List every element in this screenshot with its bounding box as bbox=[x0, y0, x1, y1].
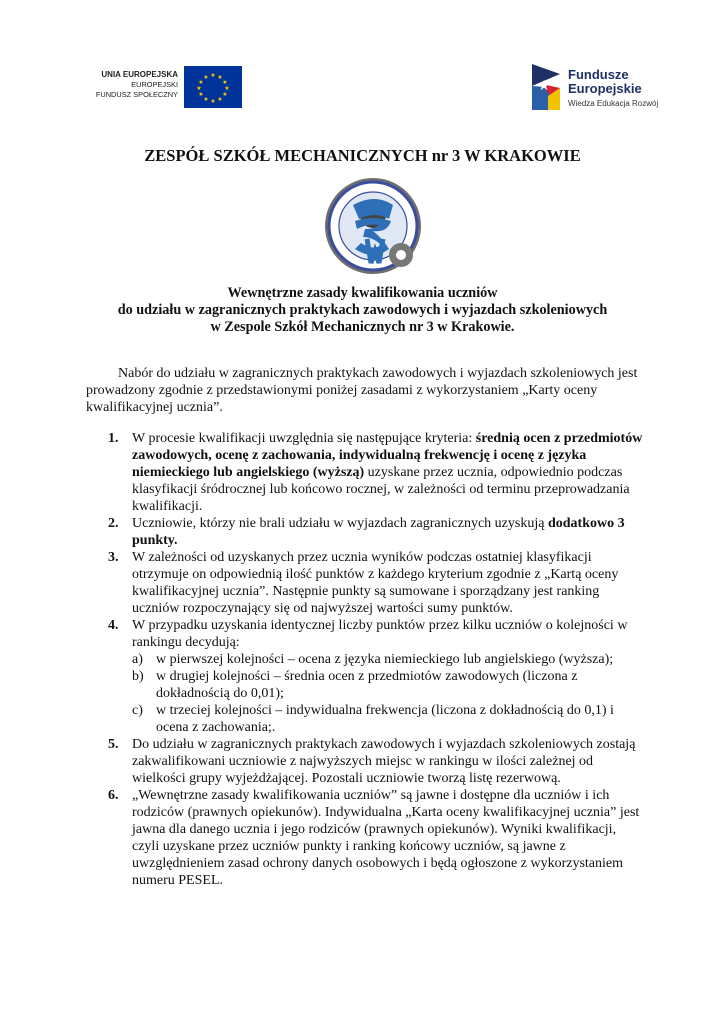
sub-list-item bbox=[132, 668, 646, 702]
svg-text:★: ★ bbox=[203, 74, 209, 81]
rule-text: uzyskane przez ucznia, odpowiednio podczas klasyfikacji śródrocznej lub końcowo rocznej, w zależności od terminu przeprowadzania kwalifikacji. bbox=[132, 465, 630, 514]
list-item bbox=[86, 617, 646, 736]
sub-list-item bbox=[132, 702, 646, 736]
svg-text:★: ★ bbox=[217, 74, 223, 81]
school-emblem-icon bbox=[325, 175, 421, 277]
sub-list-letter: c) bbox=[132, 703, 143, 718]
svg-text:★: ★ bbox=[203, 96, 209, 103]
svg-text:★: ★ bbox=[537, 78, 551, 94]
svg-text:★: ★ bbox=[222, 91, 228, 98]
intro-paragraph: Nabór do udziału w zagranicznych praktykach zawodowych i wyjazdach szkoleniowych jest prowadzony zgodnie z przedstawionymi poniżej zasadami z wykorzystaniem „Karty oceny kwalifikacyjnej ucznia”. bbox=[86, 366, 638, 415]
eu-line3: FUNDUSZ SPOŁECZNY bbox=[95, 90, 178, 99]
eu-logo-text bbox=[92, 70, 178, 100]
list-item bbox=[86, 787, 646, 889]
school-title: ZESPÓŁ SZKÓŁ MECHANICZNYCH nr 3 W KRAKOWIE bbox=[144, 146, 581, 165]
list-number: 3. bbox=[108, 550, 119, 565]
document-title-line2: do udziału w zagranicznych praktykach zawodowych i wyjazdach szkoleniowych bbox=[117, 301, 608, 318]
rules-list bbox=[86, 430, 646, 889]
list-number: 1. bbox=[108, 431, 119, 446]
list-number: 6. bbox=[108, 788, 119, 803]
svg-text:★: ★ bbox=[210, 98, 216, 105]
rule-text: Do udziału w zagranicznych praktykach zawodowych i wyjazdach szkoleniowych zostają zakwalifikowani uczniowie z najwyższych miejsc w rankingu w ilości zależnej od wielkości grupy wyjeżdżającej. Pozostali uczniowie tworzą listę rezerwową. bbox=[132, 737, 636, 786]
document-title-line3: w Zespole Szkół Mechanicznych nr 3 w Krakowie. bbox=[210, 318, 515, 335]
rule-text: W przypadku uzyskania identycznej liczby punktów przez kilku uczniów o kolejności w rankingu decydują: bbox=[132, 618, 628, 650]
eu-line1: UNIA EUROPEJSKA bbox=[101, 70, 178, 79]
svg-text:★: ★ bbox=[222, 79, 228, 86]
list-number: 5. bbox=[108, 737, 119, 752]
svg-text:★: ★ bbox=[196, 85, 202, 92]
list-item bbox=[86, 736, 646, 787]
list-number: 2. bbox=[108, 516, 119, 531]
fe-line1: Fundusze bbox=[568, 67, 629, 82]
eu-line2: EUROPEJSKI bbox=[131, 80, 178, 89]
rule-text: W procesie kwalifikacji uwzględnia się następujące kryteria: bbox=[132, 431, 476, 446]
svg-text:★: ★ bbox=[198, 91, 204, 98]
list-number: 4. bbox=[108, 618, 119, 633]
list-item bbox=[86, 430, 646, 515]
eu-logo bbox=[92, 66, 244, 110]
svg-text:★: ★ bbox=[224, 85, 230, 92]
list-item bbox=[86, 549, 646, 617]
svg-text:★: ★ bbox=[198, 79, 204, 86]
list-item bbox=[86, 515, 646, 549]
svg-text:★: ★ bbox=[210, 72, 216, 79]
sub-list-item bbox=[132, 651, 646, 668]
fe-line3: Wiedza Edukacja Rozwój bbox=[568, 99, 659, 108]
rule-text: „Wewnętrzne zasady kwalifikowania uczniów” są jawne i dostępne dla uczniów i ich rodziców (prawnych opiekunów). Indywidualna „Karta oceny kwalifikacyjnej ucznia” jest jawna dla danego ucznia i jego rodziców (prawnych opiekunów). Wyniki kwalifikacji, czyli uzyskane przez uczniów punkty i ranking końcowy uczniów, są jawne z uwzględnieniem zasad ochrony danych osobowych i będą ogłoszone z wykorzystaniem numeru PESEL. bbox=[132, 788, 640, 888]
document-title-line1: Wewnętrzne zasady kwalifikowania uczniów bbox=[227, 285, 498, 301]
eu-flag-icon bbox=[184, 66, 242, 108]
sub-list-letter: b) bbox=[132, 669, 144, 684]
sub-rule-text: w pierwszej kolejności – ocena z języka niemieckiego lub angielskiego (wyższa); bbox=[156, 652, 614, 667]
rule-text-bold: średnią ocen z przedmiotów zawodowych, ocenę z zachowania, indywidualną frekwencję i ocenę z języka niemieckiego lub angielskiego (wyższą) bbox=[132, 431, 643, 480]
svg-text:★: ★ bbox=[217, 96, 223, 103]
document-title bbox=[40, 285, 685, 335]
fundusze-star-icon bbox=[528, 62, 564, 112]
rule-text: Uczniowie, którzy nie brali udziału w wyjazdach zagranicznych uzyskują bbox=[132, 516, 548, 531]
sub-list-letter: a) bbox=[132, 652, 143, 667]
rule-text-bold: dodatkowo 3 punkty. bbox=[132, 516, 625, 548]
sub-list bbox=[132, 651, 646, 736]
rule-text: W zależności od uzyskanych przez ucznia wyników podczas ostatniej klasyfikacji otrzymuje on odpowiednią ilość punktów z każdego kryterium zgodnie z „Kartą oceny kwalifikacyjnej ucznia”. Następnie punkty są sumowane i sporządzany jest ranking uczniów rozpoczynający się od najwyższej wartości sumy punktów. bbox=[132, 550, 619, 616]
fundusze-europejskie-logo bbox=[528, 62, 698, 114]
sub-rule-text: w trzeciej kolejności – indywidualna frekwencja (liczona z dokładnością do 0,1) i ocena z zachowania;. bbox=[156, 703, 614, 735]
sub-rule-text: w drugiej kolejności – średnia ocen z przedmiotów zawodowych (liczona z dokładnością do 0,01); bbox=[156, 669, 578, 701]
fe-line2: Europejskie bbox=[568, 81, 642, 96]
